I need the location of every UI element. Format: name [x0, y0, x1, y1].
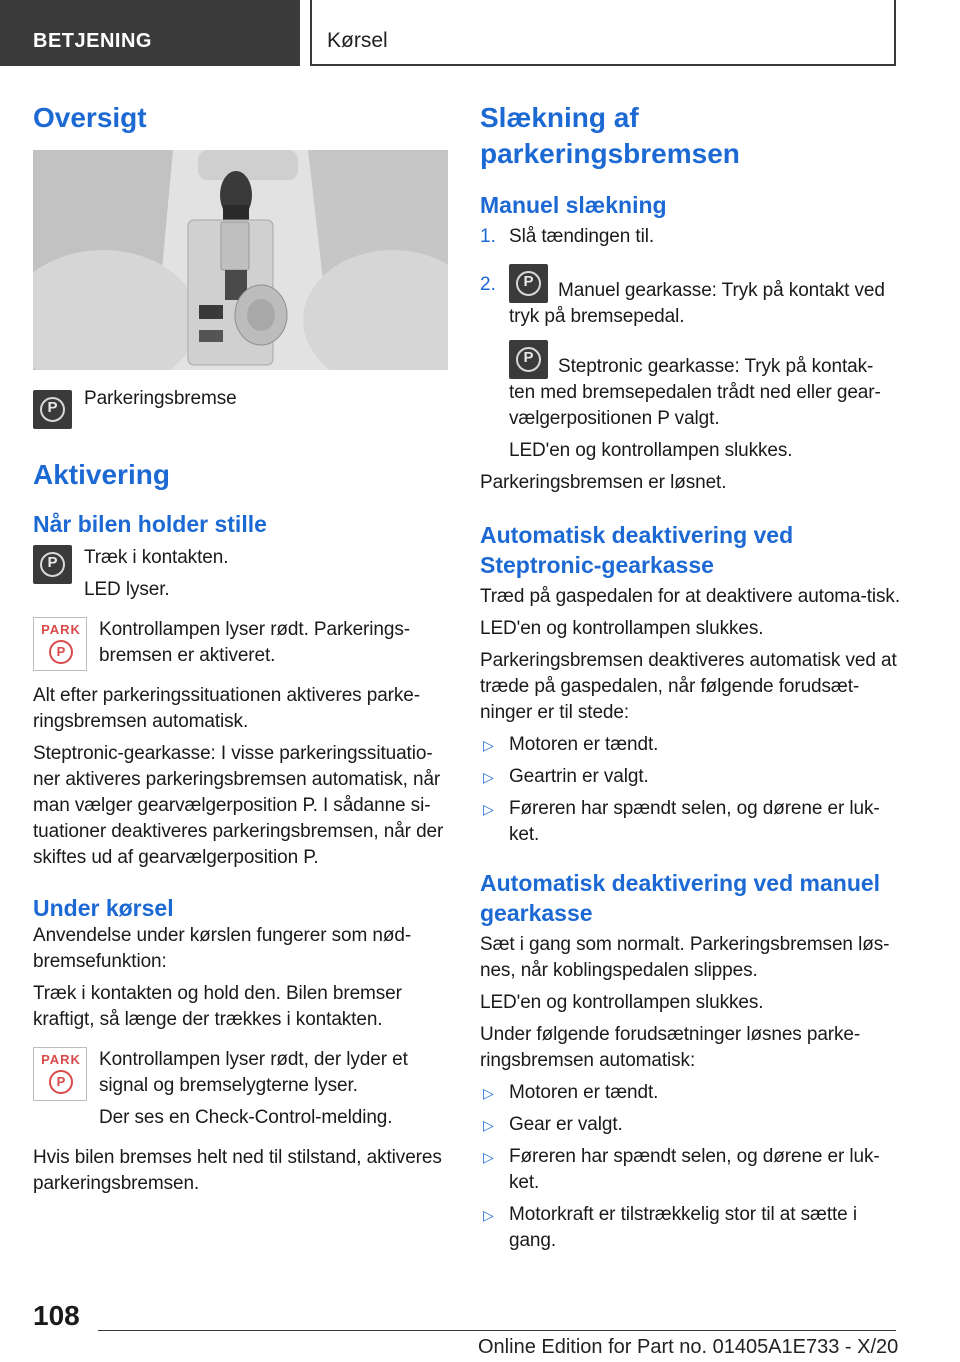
- auto-man-p2: LED'en og kontrollampen slukkes.: [480, 992, 764, 1013]
- park-warning-1: [33, 617, 448, 671]
- parking-brake-icon: P: [33, 390, 72, 429]
- park-text-3: Der ses en Check-Control-melding.: [99, 1107, 393, 1128]
- auto-step-list: [480, 732, 900, 848]
- list-item: ▷ Føreren har spændt selen, og dørene er luk-ket.: [480, 796, 900, 848]
- auto-man-p1: Sæt i gang som normalt. Parkeringsbremsen løs-nes, når koblingspedalen slippes.: [480, 934, 890, 981]
- bullet-triangle-icon: ▷: [483, 1149, 494, 1165]
- park-warning-icon: PARK P: [33, 617, 87, 671]
- step-1-text: Slå tændingen til.: [509, 226, 655, 247]
- auto-man-p3: Under følgende forudsætninger løsnes parke-ringsbremsen automatisk:: [480, 1024, 861, 1071]
- step-2b-text: Steptronic gearkasse: Tryk på kontak-ten med bremsepedalen trådt ned eller gear-vælgerpositionen P valgt.: [509, 356, 881, 429]
- bullet-triangle-icon: ▷: [483, 801, 494, 817]
- bullet-triangle-icon: ▷: [483, 1085, 494, 1101]
- edition-text: Online Edition for Part no. 01405A1E733 - X/20: [478, 1336, 899, 1358]
- final-para: Hvis bilen bremses helt ned til stilstand, aktiveres parkeringsbremsen.: [33, 1147, 442, 1194]
- park-text-2: Kontrollampen lyser rødt, der lyder et signal og bremselygterne lyser.: [99, 1049, 408, 1096]
- footer-divider: [98, 1330, 896, 1331]
- list-item: ▷ Føreren har spændt selen, og dørene er luk-ket.: [480, 1144, 900, 1196]
- list-item: ▷ Gear er valgt.: [480, 1112, 900, 1138]
- list-item: ▷ Motoren er tændt.: [480, 1080, 900, 1106]
- list-item: ▷ Motorkraft er tilstrækkelig stor til at sætte i gang.: [480, 1202, 900, 1254]
- park-warning-icon: PARK P: [33, 1047, 87, 1101]
- auto-man-list: [480, 1080, 900, 1254]
- step-2: [480, 264, 900, 464]
- under-heading: Under kørsel: [33, 895, 174, 921]
- slaekning-heading: Slækning af parkeringsbremsen: [480, 102, 740, 169]
- auto-step-p2: LED'en og kontrollampen slukkes.: [480, 618, 764, 639]
- chapter-label: Kørsel: [310, 0, 896, 66]
- auto-step-p1: Træd på gaspedalen for at deaktivere automa-tisk.: [480, 586, 901, 607]
- bullet-triangle-icon: ▷: [483, 1117, 494, 1133]
- oversigt-heading: Oversigt: [33, 102, 147, 133]
- left-column: [33, 100, 448, 1197]
- bullet-triangle-icon: ▷: [483, 1207, 494, 1223]
- under-para-2: Træk i kontakten og hold den. Bilen bremser kraftigt, så længe der trækkes i kontakten.: [33, 983, 402, 1030]
- manuel-heading: Manuel slækning: [480, 192, 667, 218]
- bullet-triangle-icon: ▷: [483, 769, 494, 785]
- naar-line1: Træk i kontakten.: [84, 547, 229, 568]
- step-1: [480, 224, 900, 250]
- para-2: Steptronic-gearkasse: I visse parkeringssituatio-ner aktiveres parkeringsbremsen automatisk, når man vælger gearvælgerposition P. I sådanne si-tuationer deaktiveres parkeringsbremsen, når der skiftes ud af gearvælgerposition P.: [33, 743, 444, 868]
- parking-brake-icon: P: [509, 264, 548, 303]
- list-item: ▷ Motoren er tændt.: [480, 732, 900, 758]
- park-text-1: Kontrollampen lyser rødt. Parkerings-bremsen er aktiveret.: [99, 619, 410, 666]
- list-item: ▷ Geartrin er valgt.: [480, 764, 900, 790]
- page-header: [0, 0, 960, 66]
- page-number: 108: [33, 1300, 80, 1331]
- parking-brake-icon: P: [509, 340, 548, 379]
- auto-steptronic-heading: Automatisk deaktivering ved Steptronic-gearkasse: [480, 522, 794, 578]
- park-warning-2: [33, 1047, 448, 1131]
- naar-instruction: [33, 545, 448, 603]
- naar-heading: Når bilen holder stille: [33, 511, 267, 537]
- para-1: Alt efter parkeringssituationen aktiveres parke-ringsbremsen automatisk.: [33, 685, 421, 732]
- console-photo: [33, 150, 448, 370]
- auto-manuel-heading: Automatisk deaktivering ved manuel gearkasse: [480, 870, 881, 926]
- under-para-1: Anvendelse under kørslen fungerer som nød-bremsefunktion:: [33, 925, 412, 972]
- console-illustration: [33, 150, 448, 370]
- legend-label: Parkeringsbremse: [84, 388, 237, 409]
- bullet-triangle-icon: ▷: [483, 737, 494, 753]
- step-number: 1.: [480, 226, 496, 247]
- step-2a-text: Manuel gearkasse: Tryk på kontakt ved tryk på bremsepedal.: [509, 280, 885, 327]
- step-number: 2.: [480, 274, 496, 295]
- parkingbrake-legend: [33, 390, 448, 429]
- step-2c-text: LED'en og kontrollampen slukkes.: [509, 440, 793, 461]
- aktivering-heading: Aktivering: [33, 459, 170, 490]
- naar-line2: LED lyser.: [84, 579, 170, 600]
- loesnet-text: Parkeringsbremsen er løsnet.: [480, 472, 727, 493]
- section-label: BETJENING: [0, 0, 300, 66]
- parking-brake-icon: P: [33, 545, 72, 584]
- auto-step-p3: Parkeringsbremsen deaktiveres automatisk ved at træde på gaspedalen, når følgende forudsæt-ninger er til stede:: [480, 650, 897, 723]
- right-column: [480, 100, 900, 1254]
